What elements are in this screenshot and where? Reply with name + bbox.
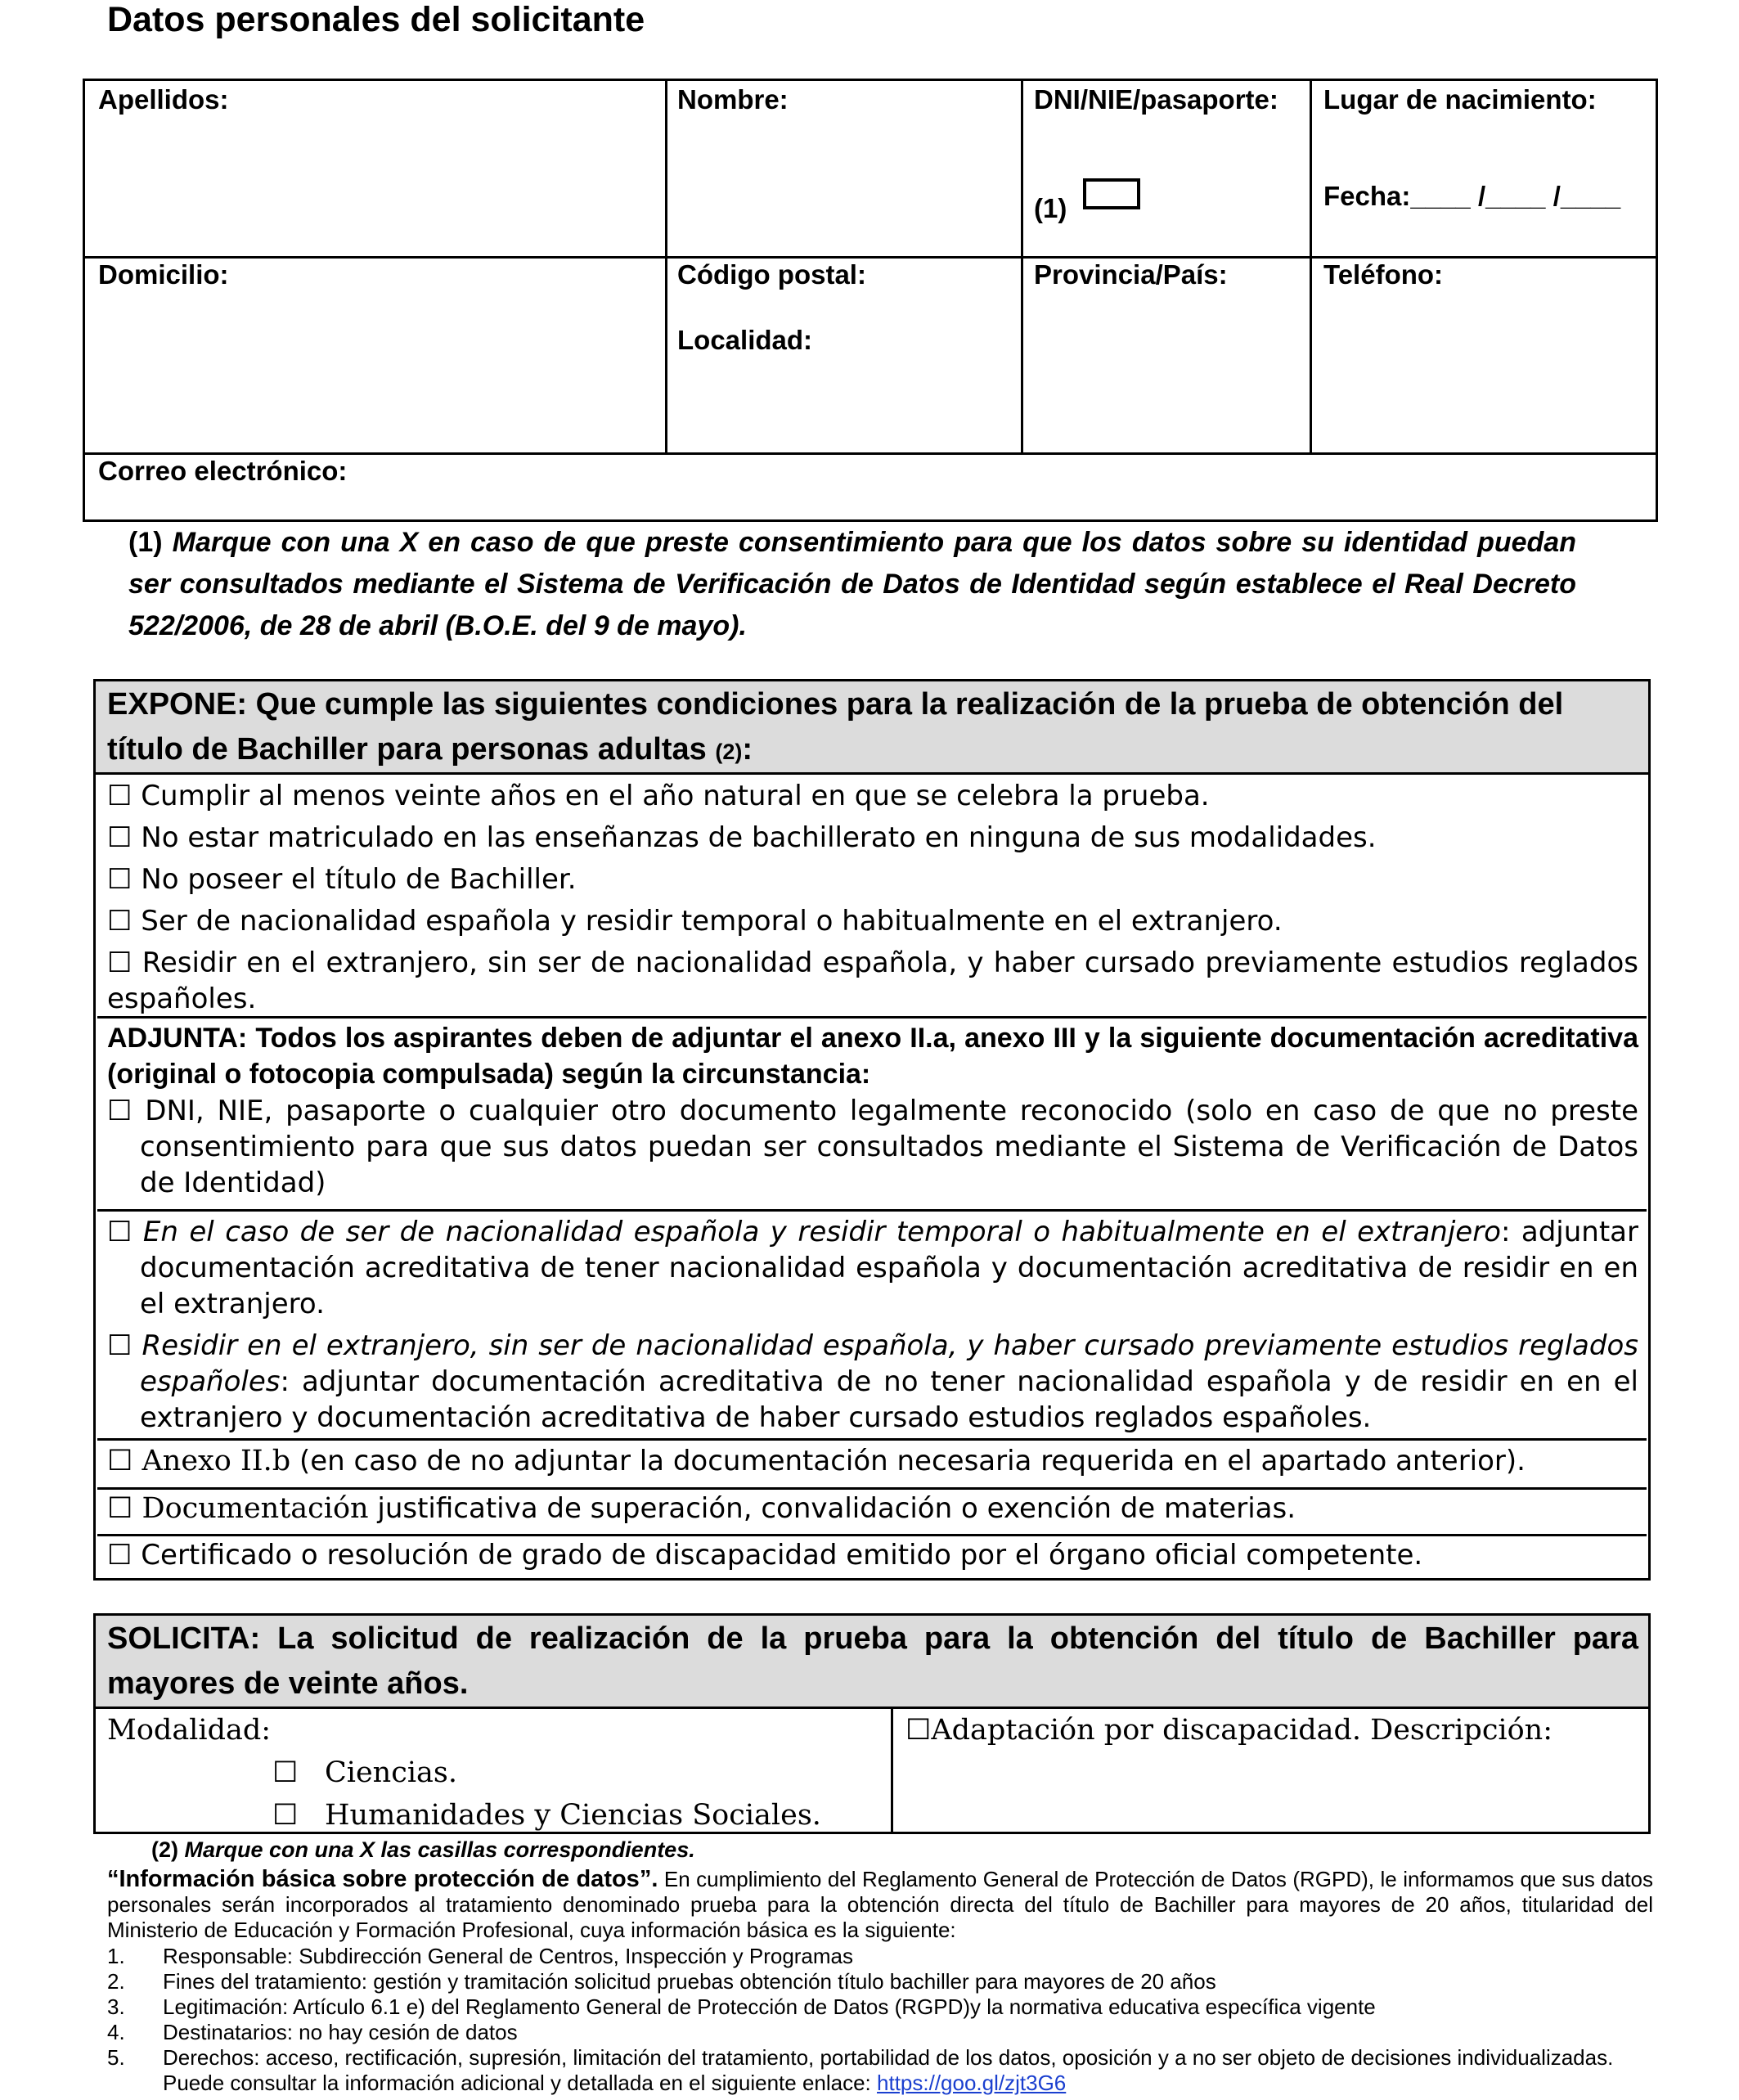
domicilio-field[interactable]: Domicilio: <box>98 259 229 290</box>
expone-item-2[interactable]: ☐ No estar matriculado en las enseñanzas de bachillerato en ninguna de sus modalidades. <box>107 821 1377 854</box>
codigo-postal-field[interactable]: Código postal: <box>677 259 866 290</box>
adaptacion-checkbox[interactable]: ☐Adaptación por discapacidad. Descripción: <box>905 1714 1553 1747</box>
provincia-field[interactable]: Provincia/País: <box>1034 259 1228 290</box>
adjunta-item-espanola[interactable] <box>107 1214 1638 1322</box>
rgpd-intro-title: “Información básica sobre protección de datos”. <box>107 1866 658 1892</box>
adjunta-item-extranjero[interactable] <box>107 1328 1638 1436</box>
note-2 <box>151 1837 695 1863</box>
adjunta-item-anexo-iib-rest: (en caso de no adjuntar la documentación necesaria requerida en el apartado anterior). <box>290 1445 1526 1477</box>
row-divider <box>85 256 1656 259</box>
rgpd-item-text: Responsable: Subdirección General de Centros, Inspección y Programas <box>163 1944 854 1968</box>
rgpd-item-text: Fines del tratamiento: gestión y tramitación solicitud pruebas obtención título bachiller para mayores de 20 años <box>163 1969 1216 1994</box>
page-title: Datos personales del solicitante <box>107 0 645 39</box>
rgpd-item-text: Legitimación: Artículo 6.1 e) del Reglamento General de Protección de Datos (RGPD)y la normativa educativa específica vigente <box>163 1994 1376 2019</box>
rgpd-more-line <box>163 2071 1066 2096</box>
col-divider <box>891 1709 893 1832</box>
expone-header <box>96 681 1648 775</box>
rgpd-item <box>107 1944 1653 1969</box>
expone-item-3[interactable]: ☐ No poseer el título de Bachiller. <box>107 863 577 896</box>
adjunta-item-documentacion-lead: ☐ Documentación <box>107 1492 369 1525</box>
adjunta-item-documentacion[interactable] <box>107 1491 1638 1527</box>
expone-adjunta-box <box>93 679 1651 1581</box>
rgpd-link[interactable]: https://goo.gl/zjt3G6 <box>877 2071 1067 2095</box>
expone-heading <box>107 682 1638 775</box>
rgpd-more-text: Puede consultar la información adicional y detallada en el siguiente enlace: <box>163 2071 878 2095</box>
note-1-num: (1) <box>128 527 163 558</box>
rgpd-item-num: 5. <box>107 2045 125 2070</box>
dni-note-ref: (1) <box>1034 193 1067 223</box>
expone-heading-note: (2) <box>715 740 743 764</box>
solicita-heading: SOLICITA: La solicitud de realización de la prueba para la obtención del título de Bachiller para mayores de veinte años. <box>107 1621 1638 1701</box>
expone-heading-colon: : <box>742 732 753 767</box>
col-divider <box>1310 81 1312 454</box>
adjunta-item-dni[interactable]: ☐ DNI, NIE, pasaporte o cualquier otro documento legalmente reconocido (solo en caso de que no preste consentimiento para que sus datos puedan ser consultados mediante el Sistema de Verificación de Datos de Identidad) <box>107 1095 1638 1199</box>
expone-item-1[interactable]: ☐ Cumplir al menos veinte años en el año natural en que se celebra la prueba. <box>107 780 1210 812</box>
solicita-header <box>96 1616 1648 1709</box>
adjunta-heading: ADJUNTA: Todos los aspirantes deben de adjuntar el anexo II.a, anexo III y la siguiente documentación acreditativa (original o fotocopia compulsada) según la circunstancia: <box>107 1023 1638 1090</box>
adjunta-divider <box>97 1209 1647 1212</box>
adjunta-divider <box>97 1487 1647 1490</box>
ciencias-checkbox[interactable]: ☐ <box>272 1756 299 1789</box>
ciencias-label: Ciencias. <box>325 1756 457 1789</box>
note-2-num: (2) <box>151 1837 178 1862</box>
adjunta-item-anexo-iib[interactable] <box>107 1443 1638 1479</box>
rgpd-intro <box>107 1867 1653 1943</box>
apellidos-field[interactable]: Apellidos: <box>98 84 229 115</box>
expone-item-4[interactable]: ☐ Ser de nacionalidad española y residir temporal o habitualmente en el extranjero. <box>107 905 1283 938</box>
solicita-box <box>93 1613 1651 1834</box>
rgpd-item <box>107 2020 1653 2045</box>
rgpd-item-num: 3. <box>107 1994 125 2019</box>
adjunta-item-extranjero-lead: ☐ Residir en el extranjero, sin ser de nacionalidad española, y haber cursado previamente estudios reglados españoles <box>107 1329 1638 1398</box>
rgpd-item-num: 1. <box>107 1944 125 1968</box>
adjunta-item-extranjero-rest: : adjuntar documentación acreditativa de no tener nacionalidad española y de residir en en el extranjero y documentación acreditativa de haber cursado estudios reglados españoles. <box>140 1365 1638 1434</box>
note-1-text: Marque con una X en caso de que preste consentimiento para que los datos sobre su identidad puedan ser consultados mediante el Sistema de Verificación de Datos de Identidad según establece el Real Decreto 522/2006, de 28 de abril (B.O.E. del 9 de mayo). <box>128 527 1576 641</box>
correo-field[interactable]: Correo electrónico: <box>98 456 348 486</box>
adjunta-item-documentacion-rest: justificativa de superación, convalidación o exención de materias. <box>368 1492 1296 1525</box>
fecha-field[interactable]: Fecha:____ /____ /____ <box>1323 181 1621 211</box>
section-divider <box>97 1016 1647 1019</box>
rgpd-item-text: Destinatarios: no hay cesión de datos <box>163 2020 518 2044</box>
adjunta-item-certificado[interactable]: ☐ Certificado o resolución de grado de discapacidad emitido por el órgano oficial competente. <box>107 1539 1423 1572</box>
humanidades-checkbox[interactable]: ☐ <box>272 1799 299 1832</box>
telefono-field[interactable]: Teléfono: <box>1323 259 1444 290</box>
humanidades-label: Humanidades y Ciencias Sociales. <box>325 1799 821 1832</box>
rgpd-item <box>107 2045 1653 2071</box>
modalidad-label: Modalidad: <box>107 1714 272 1747</box>
rgpd-item-num: 2. <box>107 1969 125 1994</box>
adjunta-divider <box>97 1438 1647 1441</box>
adjunta-divider <box>97 1534 1647 1536</box>
nombre-field[interactable]: Nombre: <box>677 84 789 115</box>
col-divider <box>665 81 667 454</box>
localidad-field[interactable]: Localidad: <box>677 325 813 355</box>
rgpd-item-text: Derechos: acceso, rectificación, supresión, limitación del tratamiento, portabilidad de los datos, oposición y a no ser objeto de decisiones individualizadas. <box>163 2045 1614 2070</box>
expone-item-5[interactable]: ☐ Residir en el extranjero, sin ser de nacionalidad española, y haber cursado previamente estudios reglados españoles. <box>107 947 1638 1015</box>
lugar-nacimiento-field[interactable]: Lugar de nacimiento: <box>1323 84 1597 115</box>
rgpd-more <box>107 2071 1653 2096</box>
dni-field[interactable]: DNI/NIE/pasaporte: <box>1034 84 1278 115</box>
col-divider <box>1021 81 1023 454</box>
row-divider <box>85 452 1656 455</box>
rgpd-item-num: 4. <box>107 2020 125 2044</box>
rgpd-item <box>107 1994 1653 2020</box>
adjunta-item-espanola-lead: ☐ En el caso de ser de nacionalidad española y residir temporal o habitualmente en el extranjero <box>107 1216 1501 1248</box>
rgpd-intro-text: En cumplimiento del Reglamento General de Protección de Datos (RGPD), le informamos que sus datos personales serán incorporados al tratamiento denominado prueba para la obtención directa del título de Bachiller para mayores de 20 años, titularidad del Ministerio de Educación y Formación Profesional, cuya información básica es la siguiente: <box>107 1867 1654 1942</box>
adjunta-item-espanola-rest: : adjuntar documentación acreditativa de tener nacionalidad española y documentación acreditativa de residir en en el extranjero. <box>140 1216 1638 1320</box>
personal-data-table <box>83 79 1658 522</box>
expone-heading-text: EXPONE: Que cumple las siguientes condiciones para la realización de la prueba de obtención del título de Bachiller para personas adultas <box>107 687 1564 767</box>
note-2-text: Marque con una X las casillas correspondientes. <box>178 1837 695 1862</box>
rgpd-item <box>107 1969 1653 1994</box>
adjunta-item-anexo-iib-lead: ☐ Anexo II.b <box>107 1445 291 1477</box>
consent-checkbox[interactable] <box>1083 178 1140 209</box>
note-1 <box>128 522 1576 647</box>
